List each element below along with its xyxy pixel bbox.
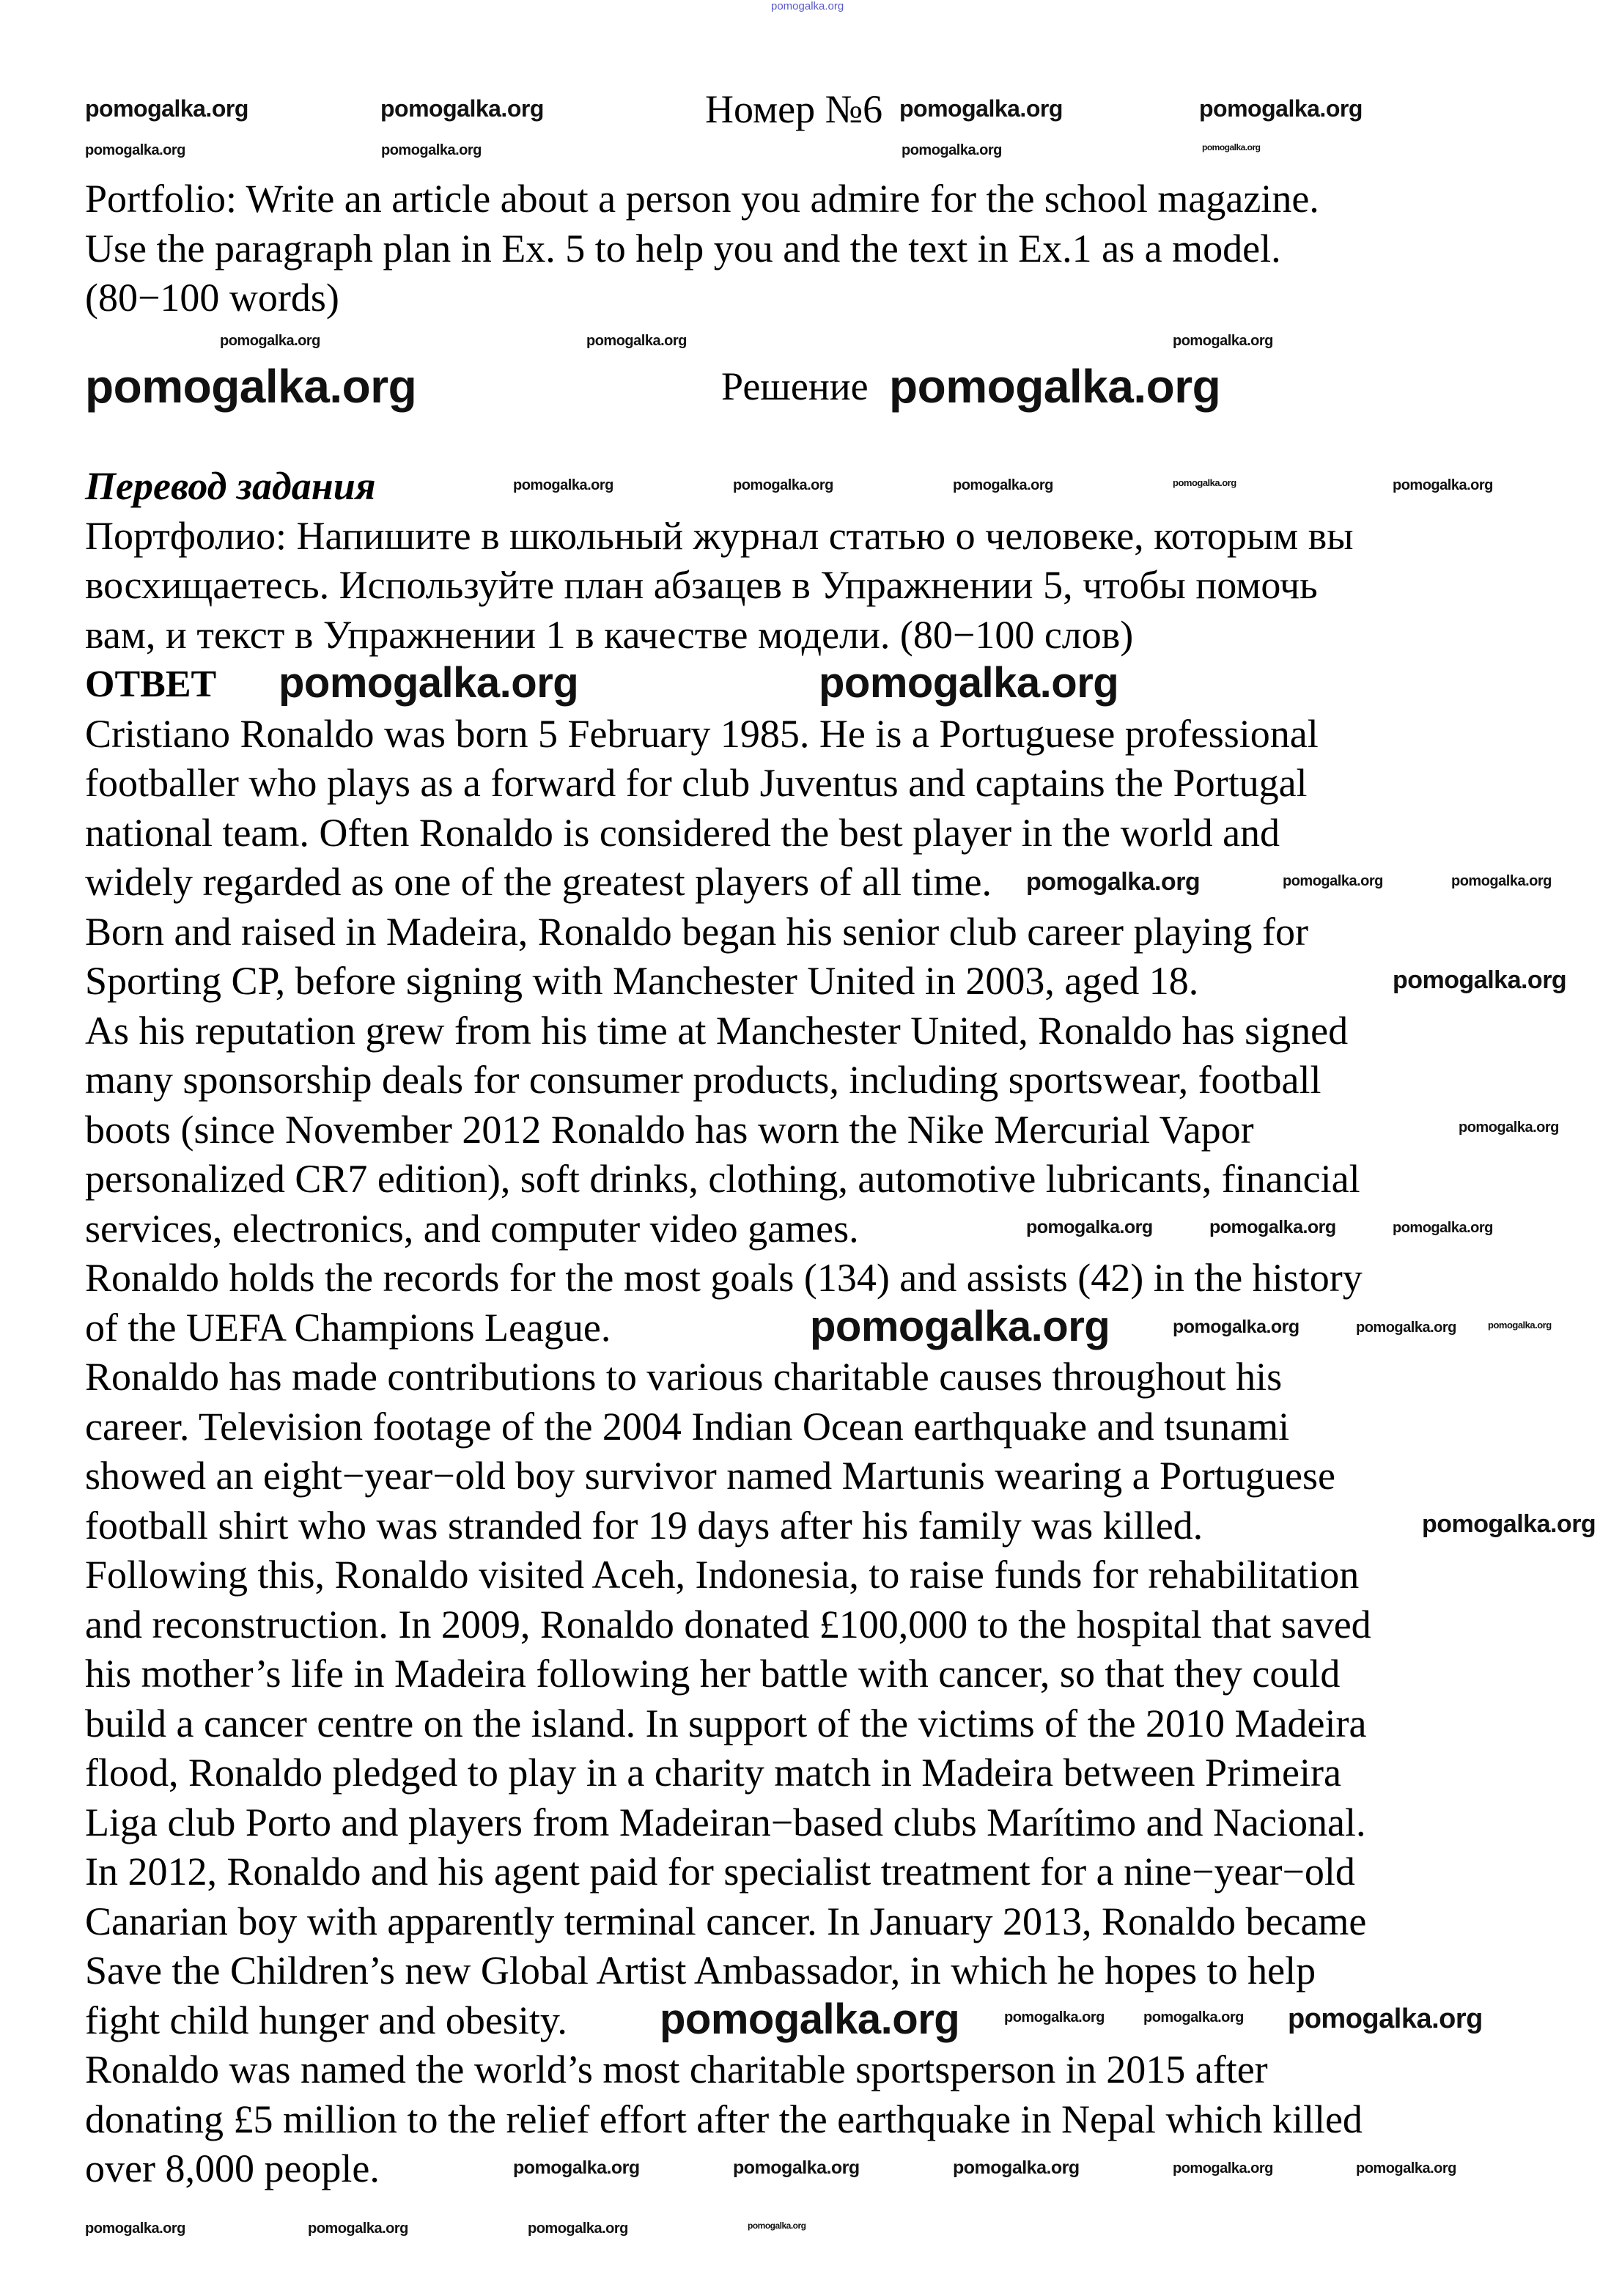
answer-line: showed an eight−year−old boy survivor named Martunis wearing a Portuguese — [85, 1454, 1336, 1498]
translation-line: вам, и текст в Упражнении 1 в качестве модели. (80−100 слов) — [85, 612, 1134, 657]
answer-label: ОТВЕТ — [85, 663, 217, 705]
task-text — [85, 174, 1319, 323]
watermark: pomogalka.org — [748, 2220, 806, 2231]
watermark: pomogalka.org — [513, 2157, 640, 2178]
watermark: pomogalka.org — [1004, 2009, 1105, 2025]
answer-line: Ronaldo was named the world’s most charitable sportsperson in 2015 after — [85, 2047, 1268, 2091]
watermark: pomogalka.org — [733, 477, 833, 493]
solution-label: Решение — [721, 364, 869, 408]
page-title: Номер №6 — [705, 87, 883, 131]
answer-line: Ronaldo has made contributions to various charitable causes throughout his — [85, 1355, 1283, 1399]
answer-line: national team. Often Ronaldo is considered the best player in the world and — [85, 810, 1280, 855]
translation-line: восхищаетесь. Используйте план абзацев в Упражнении 5, чтобы помочь — [85, 563, 1318, 607]
answer-line: Sporting CP, before signing with Manchester United in 2003, aged 18. — [85, 959, 1199, 1003]
answer-line: Born and raised in Madeira, Ronaldo began his senior club career playing for — [85, 909, 1308, 954]
watermark: pomogalka.org — [1026, 1217, 1153, 1237]
watermark: pomogalka.org — [819, 659, 1119, 707]
watermark: pomogalka.org — [1356, 1320, 1456, 1336]
watermark: pomogalka.org — [1393, 966, 1567, 994]
answer-line: As his reputation grew from his time at Manchester United, Ronaldo has signed — [85, 1008, 1349, 1053]
answer-line: Canarian boy with apparently terminal cancer. In January 2013, Ronaldo became — [85, 1899, 1367, 1943]
translation-line: Портфолио: Напишите в школьный журнал статью о человеке, которым вы — [85, 513, 1354, 558]
watermark: pomogalka.org — [1173, 333, 1273, 349]
answer-line: over 8,000 people. — [85, 2146, 380, 2190]
watermark: pomogalka.org — [586, 333, 687, 349]
task-line: Portfolio: Write an article about a person you admire for the school magazine. — [85, 177, 1319, 221]
answer-line: personalized CR7 edition), soft drinks, clothing, automotive lubricants, financial — [85, 1157, 1360, 1201]
watermark: pomogalka.org — [1173, 1317, 1300, 1337]
answer-line: football shirt who was stranded for 19 days after his family was killed. — [85, 1503, 1203, 1548]
watermark: pomogalka.org — [889, 360, 1221, 413]
watermark: pomogalka.org — [1173, 477, 1236, 488]
watermark: pomogalka.org — [85, 2220, 185, 2237]
watermark: pomogalka.org — [953, 2157, 1080, 2178]
watermark: pomogalka.org — [1451, 873, 1552, 889]
answer-line: flood, Ronaldo pledged to play in a charity match in Madeira between Primeira — [85, 1751, 1341, 1795]
task-line: Use the paragraph plan in Ex. 5 to help you and the text in Ex.1 as a model. — [85, 226, 1281, 271]
answer-line: donating £5 million to the relief effort after the earthquake in Nepal which killed — [85, 2097, 1363, 2141]
watermark: pomogalka.org — [513, 477, 613, 493]
watermark: pomogalka.org — [1393, 477, 1493, 493]
watermark: pomogalka.org — [1422, 1510, 1596, 1538]
watermark: pomogalka.org — [1393, 1220, 1493, 1236]
answer-line: Save the Children’s new Global Artist Ambassador, in which he hopes to help — [85, 1949, 1316, 1993]
watermark: pomogalka.org — [1173, 2160, 1273, 2177]
answer-line: boots (since November 2012 Ronaldo has worn the Nike Mercurial Vapor — [85, 1107, 1254, 1152]
watermark: pomogalka.org — [220, 333, 320, 349]
watermark: pomogalka.org — [899, 95, 1063, 122]
watermark: pomogalka.org — [810, 1303, 1110, 1350]
watermark: pomogalka.org — [1356, 2160, 1456, 2177]
watermark: pomogalka.org — [1288, 2004, 1483, 2034]
answer-line: of the UEFA Champions League. — [85, 1305, 611, 1350]
answer-line: In 2012, Ronaldo and his agent paid for specialist treatment for a nine−year−old — [85, 1850, 1355, 1894]
watermark: pomogalka.org — [733, 2157, 860, 2178]
watermark: pomogalka.org — [1026, 868, 1201, 896]
answer-line: Ronaldo holds the records for the most goals (134) and assists (42) in the history — [85, 1256, 1363, 1300]
answer-line: widely regarded as one of the greatest players of all time. — [85, 860, 992, 904]
answer-line: fight child hunger and obesity. — [85, 1998, 567, 2042]
watermark: pomogalka.org — [902, 142, 1002, 158]
watermark: pomogalka.org — [660, 1995, 960, 2043]
top-watermark-link[interactable]: pomogalka.org — [771, 0, 844, 12]
watermark: pomogalka.org — [1459, 1119, 1559, 1136]
watermark: pomogalka.org — [1488, 1320, 1552, 1331]
answer-line: career. Television footage of the 2004 Indian Ocean earthquake and tsunami — [85, 1404, 1290, 1449]
watermark: pomogalka.org — [308, 2220, 408, 2237]
answer-line: build a cancer centre on the island. In support of the victims of the 2010 Madeira — [85, 1701, 1367, 1745]
answer-line: Following this, Ronaldo visited Aceh, Indonesia, to raise funds for rehabilitation — [85, 1553, 1360, 1597]
watermark: pomogalka.org — [85, 142, 185, 158]
translation-heading: Перевод задания — [85, 464, 376, 508]
watermark: pomogalka.org — [1143, 2009, 1244, 2025]
watermark: pomogalka.org — [85, 360, 417, 413]
answer-text — [85, 710, 1371, 2194]
answer-line: many sponsorship deals for consumer products, including sportswear, football — [85, 1058, 1321, 1102]
answer-line: Cristiano Ronaldo was born 5 February 1985. He is a Portuguese professional — [85, 711, 1319, 756]
watermark: pomogalka.org — [1209, 1217, 1336, 1237]
watermark: pomogalka.org — [85, 95, 248, 122]
answer-line: footballer who plays as a forward for club Juventus and captains the Portugal — [85, 761, 1308, 805]
watermark: pomogalka.org — [380, 95, 544, 122]
watermark: pomogalka.org — [528, 2220, 628, 2237]
watermark: pomogalka.org — [953, 477, 1053, 493]
answer-line: services, electronics, and computer video games. — [85, 1206, 859, 1251]
task-line: (80−100 words) — [85, 276, 339, 320]
answer-line: Liga club Porto and players from Madeiran−based clubs Marítimo and Nacional. — [85, 1800, 1366, 1844]
watermark: pomogalka.org — [381, 142, 482, 158]
answer-line: and reconstruction. In 2009, Ronaldo donated £100,000 to the hospital that saved — [85, 1602, 1371, 1646]
answer-line: his mother’s life in Madeira following her battle with cancer, so that they could — [85, 1652, 1341, 1696]
watermark: pomogalka.org — [1283, 873, 1383, 889]
watermark: pomogalka.org — [1199, 95, 1363, 122]
watermark: pomogalka.org — [279, 659, 579, 707]
watermark: pomogalka.org — [1202, 142, 1261, 152]
